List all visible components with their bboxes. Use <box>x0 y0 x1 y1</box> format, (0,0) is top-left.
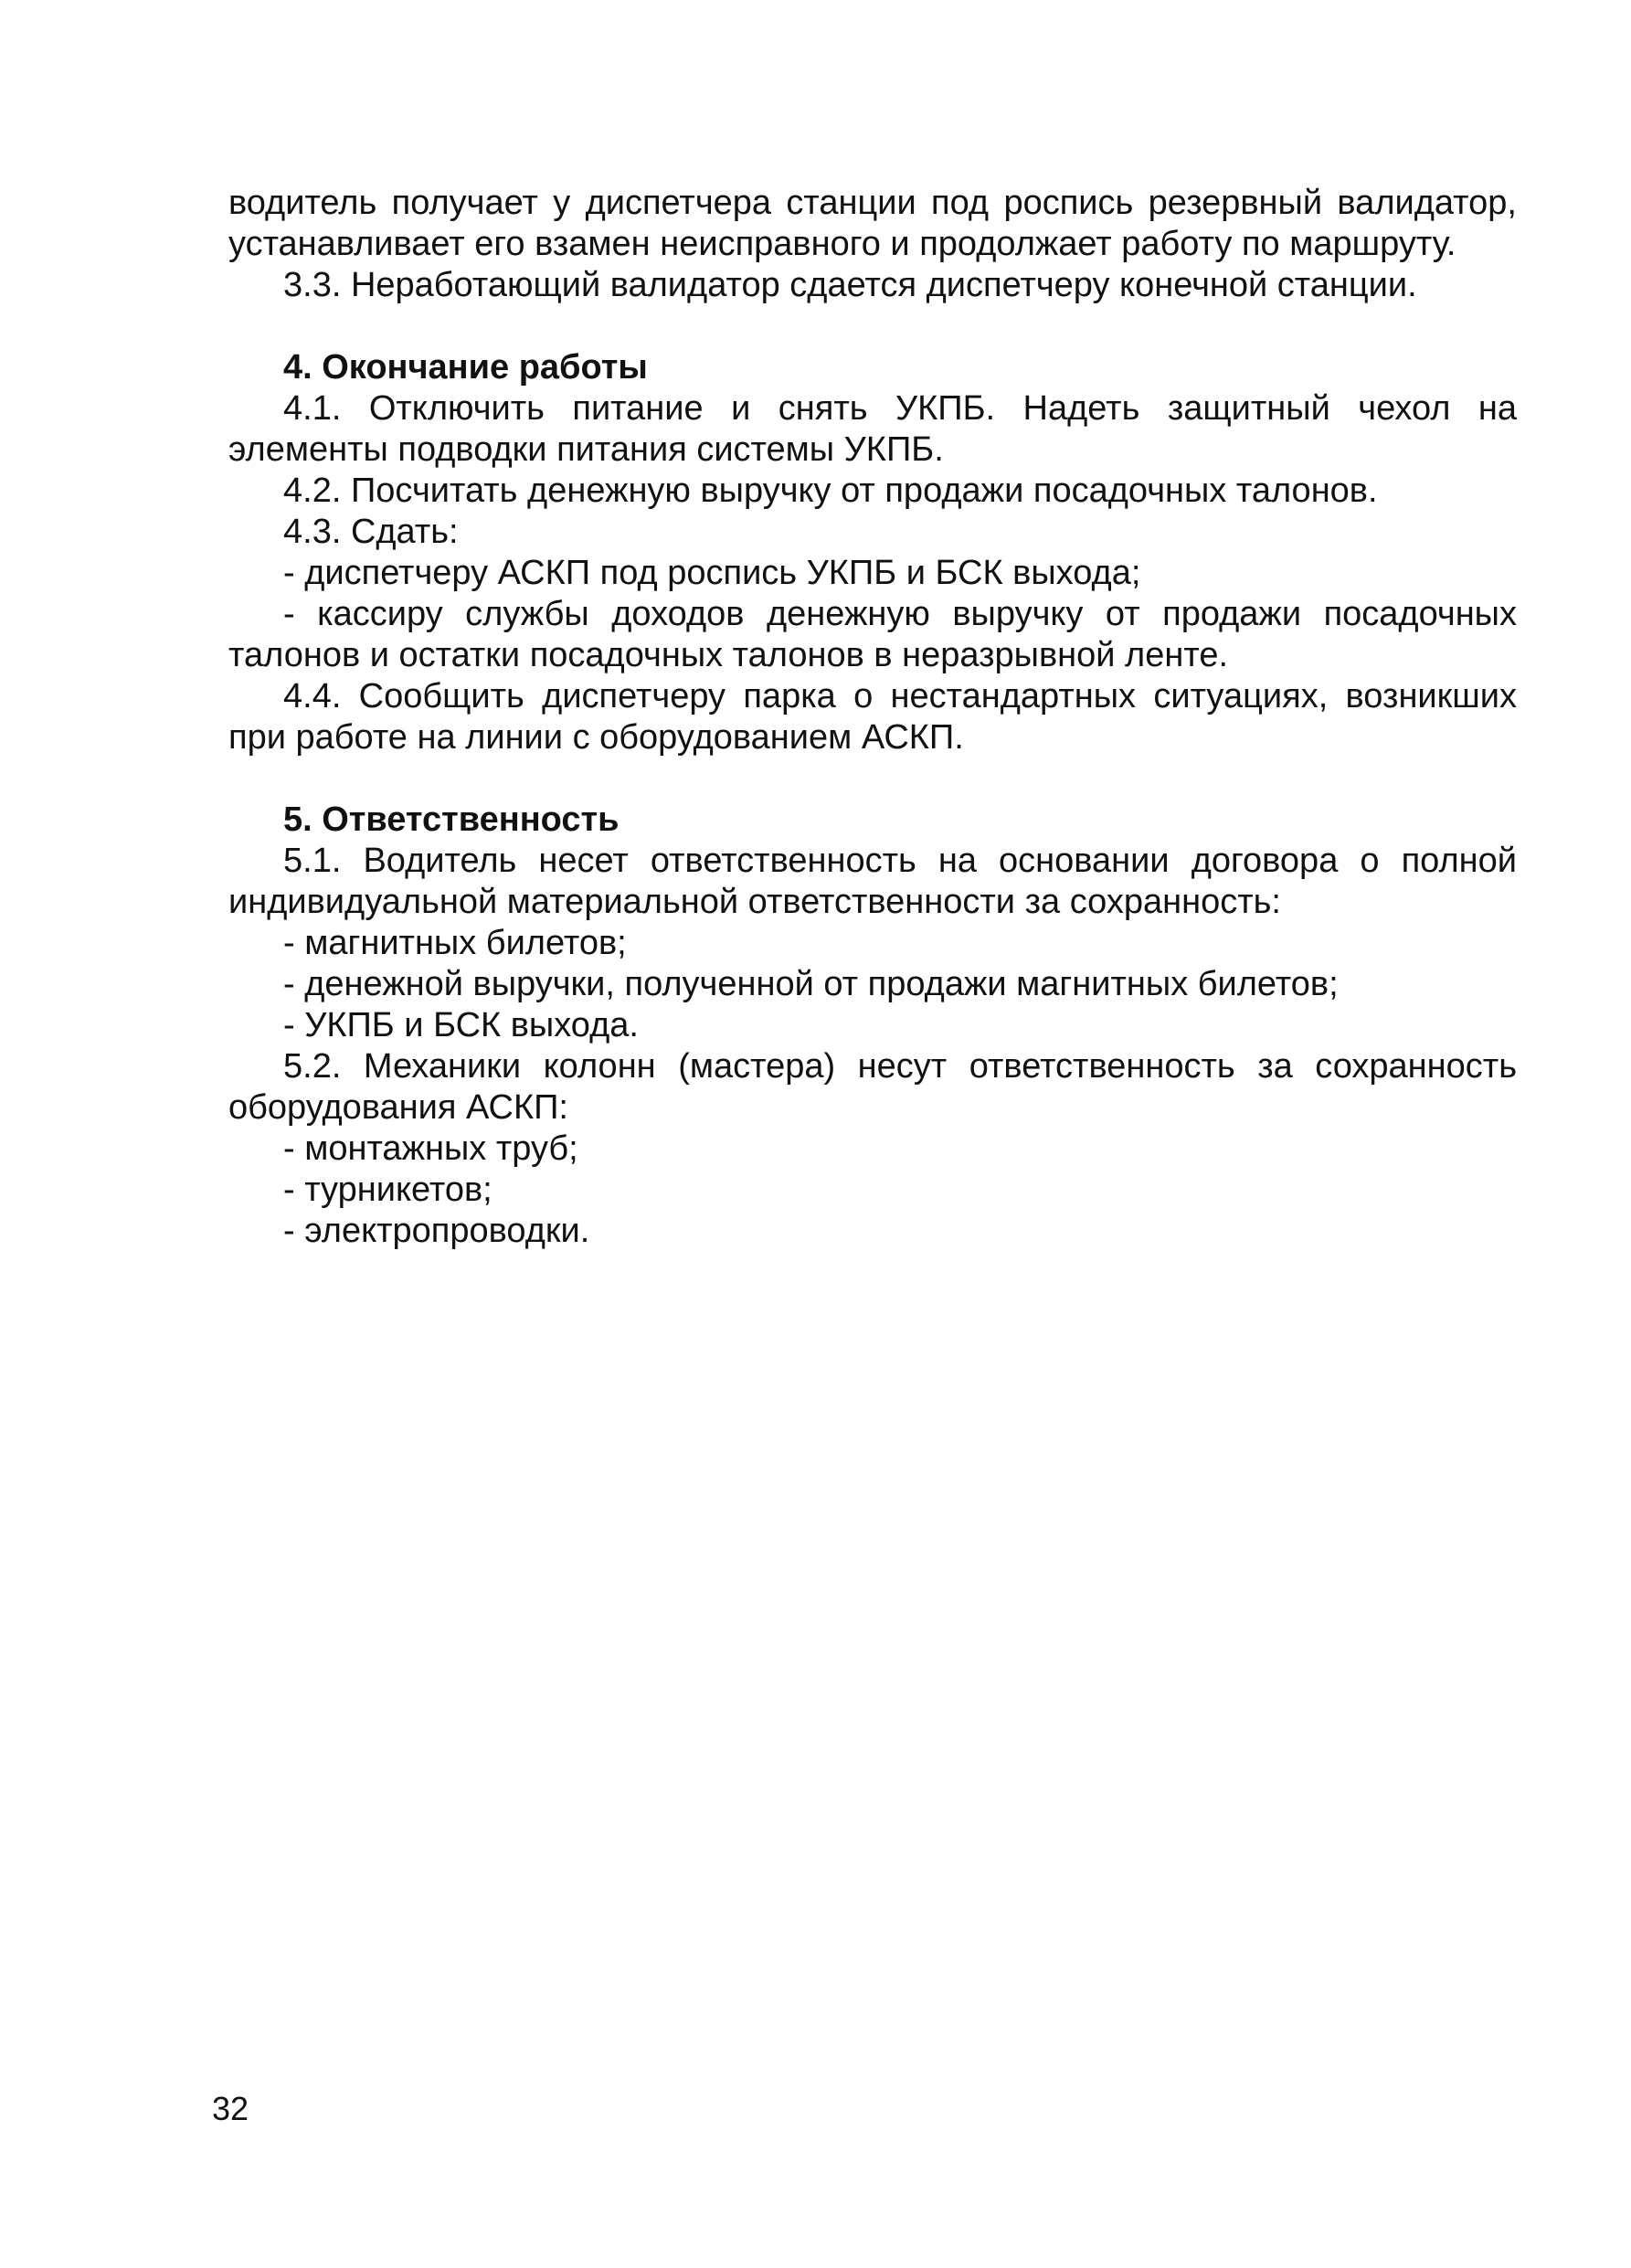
section-5-heading: 5. Ответственность <box>283 800 620 839</box>
list-item: - монтажных труб; <box>283 1129 578 1168</box>
document-body <box>228 183 1517 1252</box>
item-4-1: 4.1. Отключить питание и снять УКПБ. Надеть защитный чехол на элементы подводки питания системы УКПБ. <box>228 389 1517 469</box>
section-gap <box>228 306 1517 347</box>
list-item: - денежной выручки, полученной от продажи магнитных билетов; <box>283 965 1339 1003</box>
item-4-3: 4.3. Сдать: <box>283 513 459 551</box>
list-item: - диспетчеру АСКП под роспись УКПБ и БСК выхода; <box>283 554 1141 592</box>
item-4-2: 4.2. Посчитать денежную выручку от продажи посадочных талонов. <box>283 472 1378 510</box>
list-item: - электропроводки. <box>283 1212 590 1250</box>
section-gap <box>228 758 1517 800</box>
list-item: - УКПБ и БСК выхода. <box>283 1006 639 1044</box>
section-4-heading: 4. Окончание работы <box>283 348 648 387</box>
item-3-3: 3.3. Неработающий валидатор сдается диспетчеру конечной станции. <box>283 266 1417 304</box>
page-number: 32 <box>212 2090 249 2127</box>
continuation-paragraph: водитель получает у диспетчера станции под роспись резервный валидатор, устанавливает его взамен неисправного и продолжает работу по маршруту. <box>228 184 1517 263</box>
list-item: - магнитных билетов; <box>283 924 627 962</box>
list-item: - кассиру службы доходов денежную выручку от продажи посадочных талонов и остатки посадочных талонов в неразрывной ленте. <box>228 595 1517 674</box>
item-5-1: 5.1. Водитель несет ответственность на основании договора о полной индивидуальной материальной ответственности за сохранность: <box>228 842 1517 921</box>
item-5-2: 5.2. Механики колонн (мастера) несут ответственность за сохранность оборудования АСКП: <box>228 1047 1517 1127</box>
list-item: - турникетов; <box>283 1171 492 1209</box>
item-4-4: 4.4. Сообщить диспетчеру парка о нестандартных ситуациях, возникших при работе на линии с оборудованием АСКП. <box>228 677 1517 757</box>
